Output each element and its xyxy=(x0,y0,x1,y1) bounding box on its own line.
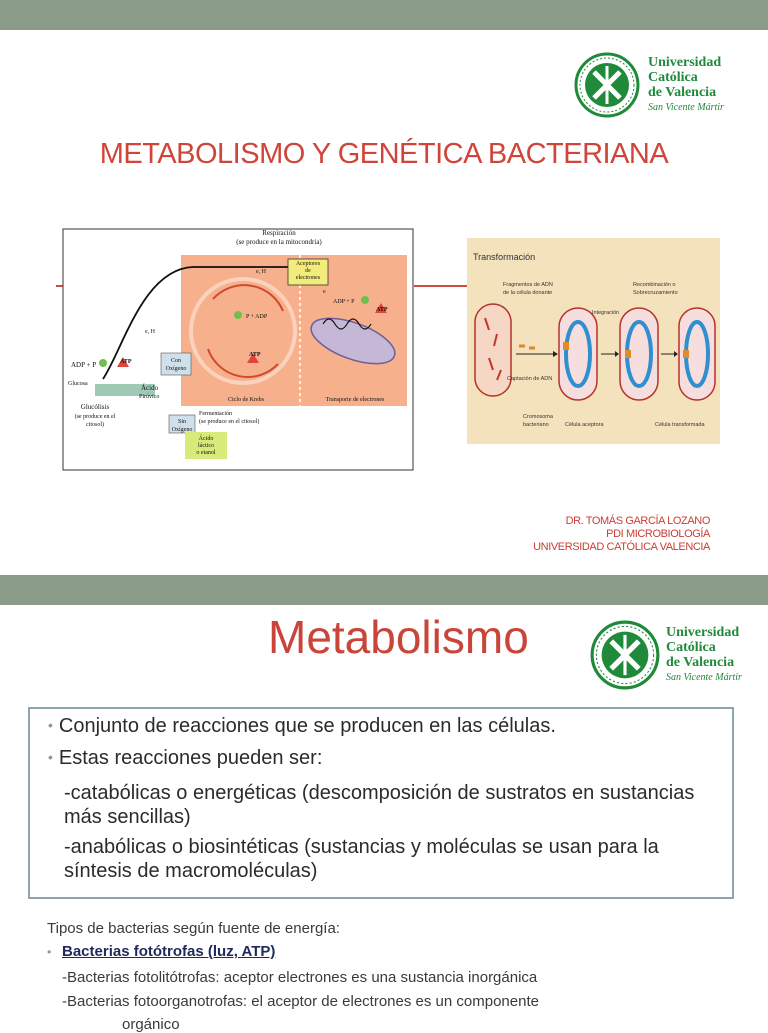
university-seal-icon xyxy=(574,52,640,118)
label-pyruvic-2: Pirúvico xyxy=(139,394,160,400)
label-glucose: Glucosa xyxy=(68,381,88,387)
label-p-adp: P + ADP xyxy=(246,314,268,320)
label-glycolysis-1: Glucólisis xyxy=(80,403,110,411)
logo-line-3: de Valencia xyxy=(648,85,717,100)
bullet-icon: • xyxy=(48,717,53,733)
label-electron-transport: Transporte de electrones xyxy=(325,397,385,403)
catabolic-text: -catabólicas o energéticas (descomposición de sustratos en sustancias más sencillas) xyxy=(64,782,695,828)
label-e-h-left: e, H xyxy=(145,329,155,335)
label-adp-p-left: ADP + P xyxy=(71,361,97,369)
university-seal-icon xyxy=(590,620,660,690)
label-recombination-1: Recombinación o xyxy=(633,282,676,288)
author-name: DR. TOMÁS GARCÍA LOZANO xyxy=(565,515,710,527)
label-with-oxygen-2: Oxígeno xyxy=(165,366,187,372)
bacteria-types-heading: Tipos de bacterias según fuente de energía: xyxy=(47,920,340,937)
author-department: PDI MICROBIOLOGÍA xyxy=(606,528,710,540)
label-acceptors-1: Aceptores xyxy=(295,261,321,267)
label-dna-fragments-2: de la célula donante xyxy=(503,290,553,296)
slide-title: Metabolismo xyxy=(268,611,529,663)
label-fermentation-1: Fermentación xyxy=(199,411,232,417)
organic-text: orgánico xyxy=(122,1016,180,1033)
university-logo xyxy=(574,52,724,118)
bullet-icon: • xyxy=(47,945,52,959)
label-adp-p-right: ADP + P xyxy=(333,299,355,305)
definition-box xyxy=(28,707,734,899)
label-e: e xyxy=(323,289,326,295)
label-fermentation-2: (se produce en el citosol) xyxy=(199,419,260,425)
label-lactic-1: Ácido xyxy=(198,436,214,442)
logo-line-4: San Vicente Mártir xyxy=(666,672,742,683)
logo-line-2: Católica xyxy=(666,640,716,655)
label-atp-right: ATP xyxy=(376,307,388,313)
logo-wordmark xyxy=(648,55,724,115)
label-glycolysis-3: citosol) xyxy=(86,422,104,428)
label-chromosome-1: Cromosoma xyxy=(523,414,553,420)
label-transformed-cell: Célula transformada xyxy=(655,422,705,428)
label-with-oxygen-1: Con xyxy=(170,358,182,364)
label-dna-fragments-1: Fragmentos de ADN xyxy=(503,282,553,288)
label-respiration-sub: (se produce en la mitocondria) xyxy=(236,238,322,246)
divider-middle xyxy=(414,285,472,287)
label-krebs: Ciclo de Krebs xyxy=(228,397,264,403)
label-lactic-3: o etanol xyxy=(196,450,216,456)
label-recombination-2: Sobrecruzamiento xyxy=(633,290,678,296)
slide-2 xyxy=(0,575,768,1033)
label-acceptors-3: electrones xyxy=(295,275,321,281)
label-without-oxygen-2: Oxígeno xyxy=(171,427,193,433)
label-without-oxygen-1: Sin xyxy=(177,419,187,425)
label-chromosome-2: bacteriano xyxy=(523,422,549,428)
bacterial-transformation-diagram xyxy=(467,238,720,444)
bullet-item-2 xyxy=(48,747,322,770)
label-integration: Integración xyxy=(592,310,620,316)
photolithotrophs-text: -Bacterias fotolitótrofas: aceptor electrones es una sustancia inorgánica xyxy=(62,969,538,986)
logo-wordmark xyxy=(666,625,742,685)
bullet-text-2: Estas reacciones pueden ser: xyxy=(58,747,323,769)
label-glycolysis-2: (se produce en el xyxy=(74,414,116,420)
cell-respiration-diagram xyxy=(63,229,413,470)
label-acceptor-cell: Célula aceptora xyxy=(565,422,604,428)
label-atp-krebs: ATP xyxy=(249,352,261,358)
bullet-icon: • xyxy=(48,749,53,765)
transformation-title: Transformación xyxy=(473,252,536,262)
label-pyruvic-1: Ácido xyxy=(141,384,159,392)
anabolic-text: -anabólicas o biosintéticas (sustancias y moléculas se usan para la síntesis de macromoléculas) xyxy=(64,836,659,882)
slide-header-bar xyxy=(0,0,768,30)
logo-line-1: Universidad xyxy=(648,55,722,70)
phototrophs-heading: Bacterias fotótrofas (luz, ATP) xyxy=(62,943,276,960)
slide-title: METABOLISMO Y GENÉTICA BACTERIANA xyxy=(99,138,669,170)
label-atp-left: ATP xyxy=(120,359,132,365)
author-institution: UNIVERSIDAD CATÓLICA VALENCIA xyxy=(533,541,710,553)
label-e-h-top: e, H xyxy=(256,269,266,275)
label-acceptors-2: de xyxy=(305,268,311,274)
logo-line-2: Católica xyxy=(648,70,698,85)
bullet-item-1 xyxy=(48,715,556,738)
slide-header-bar xyxy=(0,575,768,605)
logo-line-1: Universidad xyxy=(666,625,740,640)
photoorganotrophs-text: -Bacterias fotoorganotrofas: el aceptor de electrones es un componente xyxy=(62,993,539,1010)
label-lactic-2: láctico xyxy=(198,443,214,449)
bullet-text-1: Conjunto de reacciones que se producen en las células. xyxy=(58,715,556,737)
author-block xyxy=(533,515,710,554)
logo-line-4: San Vicente Mártir xyxy=(648,102,724,113)
label-dna-uptake: Captación de ADN xyxy=(507,376,553,382)
label-respiration: Respiración xyxy=(262,229,296,237)
university-logo xyxy=(590,620,742,690)
logo-line-3: de Valencia xyxy=(666,655,735,670)
